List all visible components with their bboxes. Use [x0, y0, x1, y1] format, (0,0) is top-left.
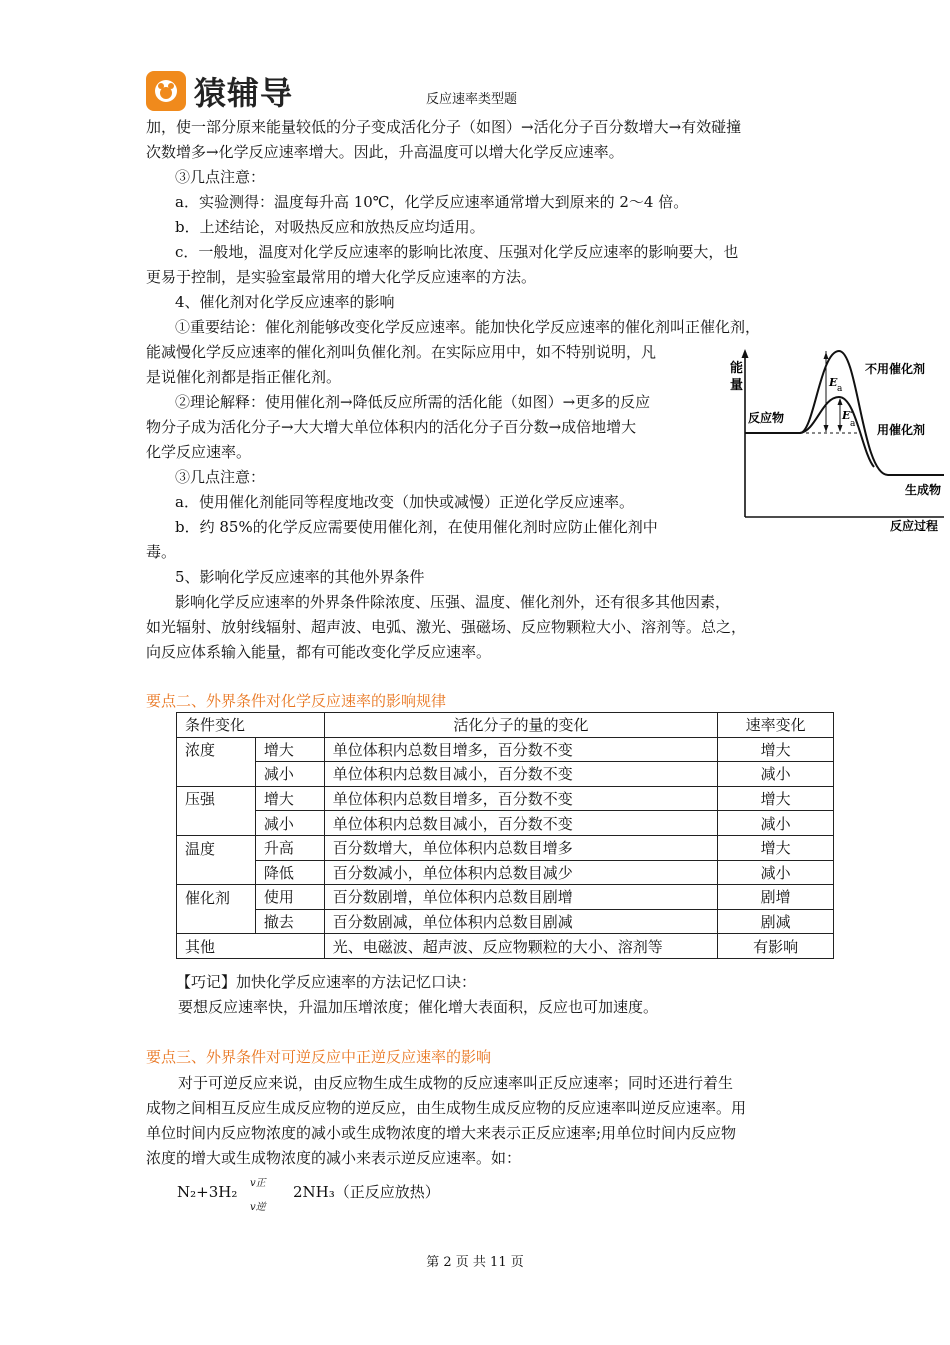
- paragraph-line: 物分子成为活化分子→大大增大单位体积内的活化分子百分数→成倍地增大: [146, 418, 637, 436]
- arrow-head-icon: [838, 425, 843, 432]
- effect-cell: 单位体积内总数目减小，百分数不变: [324, 811, 717, 836]
- table-row: [177, 835, 834, 860]
- rate-factors-table: [176, 712, 834, 959]
- mnemonic-title: 【巧记】加快化学反应速率的方法记忆口诀：: [176, 973, 477, 991]
- paragraph-line: 加，使一部分原来能量较低的分子变成活化分子（如图）→活化分子百分数增大→有效碰撞: [146, 118, 742, 136]
- effect-cell: 百分数增大，单位体积内总数目增多: [324, 835, 717, 860]
- rate-cell: 减小: [718, 811, 834, 836]
- change-cell: 增大: [255, 737, 324, 762]
- table-row: [177, 737, 834, 762]
- section-title-other: 5、影响化学反应速率的其他外界条件: [175, 568, 425, 586]
- condition-cell: 压强: [177, 786, 256, 811]
- section-heading-2: 要点二、外界条件对化学反应速率的影响规律: [146, 692, 447, 710]
- notes-title: ③几点注意：: [175, 468, 266, 486]
- note-b: b．约 85%的化学反应需要使用催化剂，在使用催化剂时应防止催化剂中: [175, 518, 658, 536]
- table-row: [177, 811, 834, 836]
- y-axis-arrow-icon: [742, 349, 749, 358]
- table-header: 速率变化: [718, 713, 834, 738]
- rate-cell: 增大: [718, 835, 834, 860]
- condition-cell: 温度: [177, 835, 256, 860]
- effect-cell: 单位体积内总数目减小，百分数不变: [324, 762, 717, 787]
- mnemonic-text: 要想反应速率快，升温加压增浓度；催化增大表面积，反应也可加速度。: [178, 998, 659, 1016]
- forward-rate-label: v正: [250, 1178, 266, 1189]
- reverse-rate-label: v逆: [250, 1202, 266, 1213]
- note-c-continued: 更易于控制，是实验室最常用的增大化学反应速率的方法。: [146, 268, 537, 286]
- effect-cell: 百分数减小，单位体积内总数目减少: [324, 860, 717, 885]
- paragraph-line: 化学反应速率。: [146, 443, 252, 461]
- arrow-head-icon: [824, 352, 829, 359]
- table-header-row: [177, 713, 834, 738]
- paragraph-line: 如光辐射、放射线辐射、超声波、电弧、激光、强磁场、反应物颗粒大小、溶剂等。总之，: [146, 618, 747, 636]
- arrow-head-icon: [838, 398, 843, 405]
- rate-cell: 剧增: [718, 885, 834, 910]
- effect-cell: 百分数剧增，单位体积内总数目剧增: [324, 885, 717, 910]
- paragraph-line: 是说催化剂都是指正催化剂。: [146, 368, 342, 386]
- y-axis-label: 量: [730, 378, 744, 393]
- rate-cell: 剧减: [718, 909, 834, 934]
- note-b-continued: 毒。: [146, 543, 177, 561]
- no-catalyst-label: 不用催化剂: [865, 362, 926, 376]
- with-catalyst-label: 用催化剂: [877, 423, 926, 437]
- paragraph-line: 次数增多→化学反应速率增大。因此，升高温度可以增大化学反应速率。: [146, 143, 624, 161]
- notes-title: ③几点注意：: [175, 168, 266, 186]
- section-heading-3: 要点三、外界条件对可逆反应中正逆反应速率的影响: [146, 1048, 492, 1066]
- rate-cell: 增大: [718, 786, 834, 811]
- change-cell: 减小: [255, 811, 324, 836]
- table-row: [177, 786, 834, 811]
- activation-energy-subscript: a: [837, 384, 843, 394]
- condition-cell: [177, 811, 256, 836]
- change-cell: 撤去: [255, 909, 324, 934]
- change-cell: 减小: [255, 762, 324, 787]
- table-row: [177, 860, 834, 885]
- doc-title: 反应速率类型题: [426, 92, 518, 107]
- change-cell: 升高: [255, 835, 324, 860]
- product-label: 生成物: [905, 483, 942, 497]
- effect-cell: 百分数剧减，单位体积内总数目剧减: [324, 909, 717, 934]
- paragraph-line: 向反应体系输入能量，都有可能改变化学反应速率。: [146, 643, 492, 661]
- catalyzed-activation-energy-subscript: a: [850, 419, 856, 429]
- change-cell: 使用: [255, 885, 324, 910]
- paragraph-line: 成物之间相互反应生成反应物的逆反应，由生成物生成反应物的反应速率叫逆反应速率。用: [146, 1099, 747, 1117]
- catalyzed-activation-energy-label: E′: [842, 409, 854, 422]
- note-c: c．一般地，温度对化学反应速率的影响比浓度、压强对化学反应速率的影响要大，也: [175, 243, 739, 261]
- activation-energy-label: E: [829, 376, 838, 389]
- change-cell: 降低: [255, 860, 324, 885]
- note-a: a．使用催化剂能同等程度地改变（加快或减慢）正逆化学反应速率。: [175, 493, 634, 511]
- rate-cell: 减小: [718, 860, 834, 885]
- paragraph-line: ①重要结论：催化剂能够改变化学反应速率。能加快化学反应速率的催化剂叫正催化剂，: [175, 318, 761, 336]
- paragraph-line: 能减慢化学反应速率的催化剂叫负催化剂。在实际应用中，如不特别说明，凡: [146, 343, 657, 361]
- section-title-catalyst: 4、催化剂对化学反应速率的影响: [175, 293, 395, 311]
- paragraph-line: 影响化学反应速率的外界条件除浓度、压强、温度、催化剂外，还有很多其他因素，: [175, 593, 731, 611]
- brand-logo-icon: [146, 71, 186, 111]
- arrow-head-icon: [824, 425, 829, 432]
- condition-cell: [177, 909, 256, 934]
- page-number: 第 2 页 共 11 页: [426, 1255, 524, 1270]
- table-row: [177, 885, 834, 910]
- paragraph-line: 单位时间内反应物浓度的减小或生成物浓度的增大来表示正反应速率;用单位时间内反应物: [146, 1124, 737, 1142]
- brand-logo: [146, 70, 293, 112]
- condition-cell: [177, 860, 256, 885]
- effect-cell: 单位体积内总数目增多，百分数不变: [324, 737, 717, 762]
- table-header: 活化分子的量的变化: [324, 713, 717, 738]
- table-row: [177, 934, 834, 959]
- note-b: b．上述结论，对吸热反应和放热反应均适用。: [175, 218, 485, 236]
- paragraph-line: ②理论解释：使用催化剂→降低反应所需的活化能（如图）→更多的反应: [175, 393, 651, 411]
- energy-diagram: [728, 345, 950, 537]
- rate-cell: 减小: [718, 762, 834, 787]
- condition-cell: [177, 762, 256, 787]
- note-a: a．实验测得：温度每升高 10℃，化学反应速率通常增大到原来的 2～4 倍。: [175, 193, 689, 211]
- paragraph-line: 对于可逆反应来说，由反应物生成生成物的反应速率叫正反应速率；同时还进行着生: [178, 1074, 734, 1092]
- effect-cell: 单位体积内总数目增多，百分数不变: [324, 786, 717, 811]
- equation-right: 2NH₃（正反应放热）: [293, 1183, 440, 1201]
- paragraph-line: 浓度的增大或生成物浓度的减小来表示逆反应速率。如：: [146, 1149, 522, 1167]
- brand-name: 猿辅导: [194, 74, 294, 112]
- table-row: [177, 909, 834, 934]
- catalyzed-curve: [800, 397, 874, 467]
- effect-cell: 光、电磁波、超声波、反应物颗粒的大小、溶剂等: [324, 934, 717, 959]
- table-row: [177, 762, 834, 787]
- table-header: 条件变化: [177, 713, 325, 738]
- y-axis-label: 能: [730, 361, 744, 376]
- reactant-label: 反应物: [748, 411, 785, 425]
- change-cell: 增大: [255, 786, 324, 811]
- rate-cell: 有影响: [718, 934, 834, 959]
- condition-cell: 催化剂: [177, 885, 256, 910]
- condition-cell: 浓度: [177, 737, 256, 762]
- condition-cell: 其他: [177, 934, 325, 959]
- x-axis-label: 反应过程: [890, 519, 939, 533]
- rate-cell: 增大: [718, 737, 834, 762]
- equation-left: N₂+3H₂: [177, 1183, 238, 1201]
